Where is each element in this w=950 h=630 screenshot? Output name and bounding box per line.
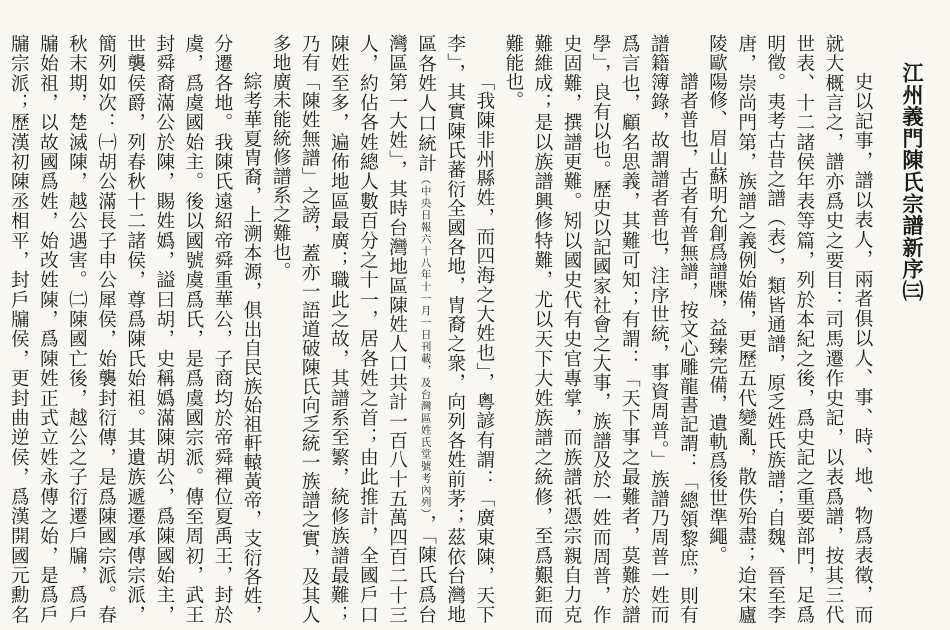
text-column-18: 人，約佔各姓總人數百分之十一，居各姓之首；由此推計，全國戶口 xyxy=(357,34,379,624)
text-column-30: 牖宗派；歷漢初陳丞相平，封戶牖侯，更封曲逆侯，爲漢開國元勳名 xyxy=(8,34,30,624)
text-column-17: 灣區第一大姓」，其時台灣地區陳姓人口共計一百八十五萬四百二十三 xyxy=(386,34,408,624)
text-column-24: 虞，爲虞國始主。後以國號虞爲氏，是爲虞國宗派。傳至周初，武王 xyxy=(182,34,204,624)
text-column-21: 多地廣未能統修譜系之難也。 xyxy=(270,34,292,281)
text-column-20: 乃有「陳姓無譜」之謗，蓋亦一語道破陳氏向乏統一族譜之實，及其人 xyxy=(299,34,321,624)
text-column-25: 封舜裔滿公於陳，賜姓嬀，謚曰胡，史稱嬀滿陳胡公，爲陳國始主， xyxy=(153,34,175,624)
text-column-1: 史以記事，譜以表人，兩者俱以人、事、時、地、物爲表徵，而 xyxy=(852,72,873,624)
text-column-26: 世襲侯爵，列春秋十二諸侯，尊爲陳氏始祖。其遺族遞遷承傳宗派， xyxy=(124,34,146,624)
text-column-19: 陳姓至多，遍佈地區最廣；職此之故，其譜系至繁，統修族譜最難； xyxy=(328,34,350,624)
text-column-2: 就大概言之，譜亦爲史之要目：司馬遷作史記，以表爲譜，按其三代 xyxy=(822,34,844,624)
text-column-13: 難能也。 xyxy=(502,34,524,110)
page-title: 江州義門陳氏宗譜新序㈢ xyxy=(900,62,925,302)
text-column-23: 分遷各地。我陳氏遠紹帝舜重華公，子商均於帝舜禪位夏禹王，封於 xyxy=(211,34,233,624)
text-column-10: 學」，良有以也。歷史以記國家社會之大事，族譜及於一姓而周普，作 xyxy=(590,34,612,624)
text-column-6: 陵歐陽修、眉山蘇明允創爲譜牒，益臻完備，遺軌爲後世準繩。 xyxy=(706,34,728,565)
column-text-after-note: ，「陳氏爲台 xyxy=(415,514,437,624)
text-column-16 xyxy=(412,34,441,624)
column-text-before-note: 區各姓人口統計 xyxy=(415,34,437,174)
text-column-4: 明徵。夷考古昔之譜（表），類皆通譜，原乏姓氏族譜；自魏、晉至李 xyxy=(764,34,786,624)
text-column-12: 難維成；是以族譜興修特難，尤以天下大姓族譜之統修，至爲艱鉅而 xyxy=(531,34,553,624)
text-column-29: 牖始祖，以故國爲姓，始改姓陳，爲陳姓正式立姓永傳之始，是爲戶 xyxy=(37,34,59,624)
text-column-8: 譜籍簿錄，故謂譜者普也，注序世統，事資周普。」族譜乃周普一姓而 xyxy=(648,34,670,624)
source-note: （中央日報六十八年十一月一日刊載，及台灣區姓氏堂號考內列） xyxy=(419,173,432,515)
text-column-5: 唐，崇尚門第，族譜之義例始備，更歷五代變亂，散佚殆盡；迨宋廬 xyxy=(735,34,757,624)
text-column-22: 綜考華夏冑裔，上溯本源，俱出自民族始祖軒轅黃帝，支衍各姓， xyxy=(241,72,263,624)
text-column-14: 「我陳非州縣姓，而四海之大姓也」，粵諺有謂：「廣東陳，天下 xyxy=(473,72,495,624)
text-column-9: 爲言也，顧名思義，其難可知；有謂：「天下事之最難者，莫難於譜 xyxy=(619,34,641,624)
text-column-7: 譜者普也，古者有普無譜，按文心雕龍書記謂：「總領黎庶，則有 xyxy=(677,72,699,624)
text-column-3: 世表、十二諸侯年表等篇，列於本紀之後，爲史記之重要部門，足爲 xyxy=(793,34,815,624)
text-column-11: 史固難，撰譜更難。矧以國史代有史官專掌，而族譜祇憑宗親自力克 xyxy=(561,34,583,624)
text-columns xyxy=(4,34,926,624)
text-column-27: 簡列如次：㈠胡公滿長子申公犀侯，始襲封衍傳，是爲陳國宗派。春 xyxy=(95,34,117,624)
text-column-15: 李」，其實陳氏蕃衍全國各地，冑裔之衆，向列各姓前茅；茲依台灣地 xyxy=(444,34,466,624)
text-column-28: 秋末期，楚滅陳，越公遇害。㈡陳國亡後，越公之子衍遷戶牖，爲戶 xyxy=(66,34,88,624)
